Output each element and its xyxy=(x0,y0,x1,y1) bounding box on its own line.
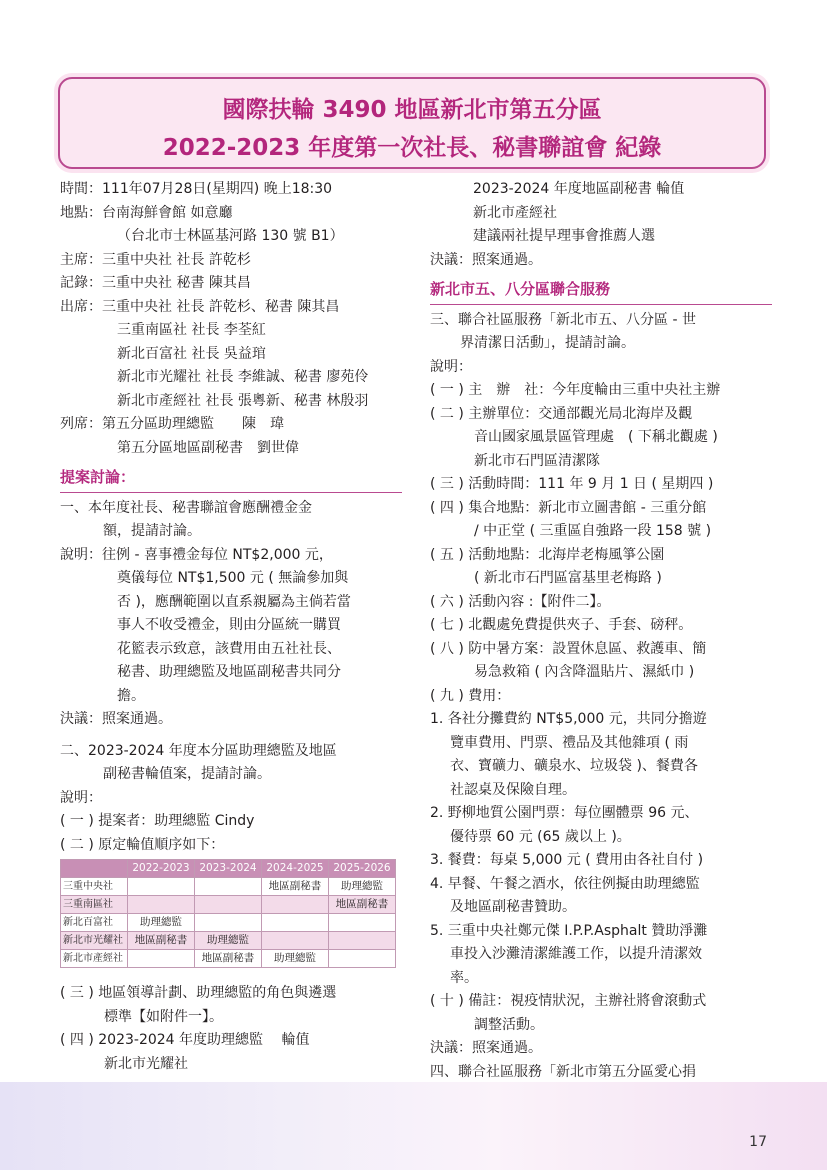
section-proposal-discussion: 提案討論： xyxy=(60,466,402,493)
proposal-2-item-4: ( 四 ) 2023-2024 年度助理總監 輪值 xyxy=(60,1032,310,1048)
fee-item-cont: 率。 xyxy=(450,969,478,986)
section-joint-service: 新北市五、八分區聯合服務 xyxy=(430,278,772,305)
event-item-cont: 新北市石門區清潔隊 xyxy=(474,452,600,469)
table-cell xyxy=(128,878,195,896)
rotation-cont-line: 新北市產經社 xyxy=(473,204,557,221)
table-cell xyxy=(329,950,396,968)
table-cell xyxy=(195,914,262,932)
table-header-cell: 2022-2023 xyxy=(128,860,195,878)
table-header-cell: 2025-2026 xyxy=(329,860,396,878)
attendee-line: 三重南區社 社長 李荃紅 xyxy=(117,322,266,338)
remark-item-cont: 調整活動。 xyxy=(474,1016,544,1033)
proposal-1-explanation: 說明：往例 - 喜事禮金每位 NT$2,000 元， xyxy=(60,546,333,563)
fee-item: 1. 各社分攤費約 NT$5,000 元，共同分擔遊 xyxy=(430,711,707,727)
observer-line: 第五分區地區副秘書 劉世偉 xyxy=(117,439,299,456)
proposal-2-item-1: ( 一 ) 提案者：助理總監 Cindy xyxy=(60,813,255,829)
table-cell xyxy=(128,950,195,968)
table-header-row xyxy=(61,860,396,878)
title-box xyxy=(58,77,766,169)
attendee-line: 新北市產經社 社長 張粵新、秘書 林殷羽 xyxy=(117,392,369,409)
table-cell: 新北市光耀社 xyxy=(61,932,128,950)
meeting-time: 時間：111年07月28日(星期四) 晚上18:30 xyxy=(60,181,333,197)
attendees: 出席：三重中央社 社長 許乾杉、秘書 陳其昌 xyxy=(60,298,340,315)
table-cell: 三重南區社 xyxy=(61,896,128,914)
table-cell: 助理總監 xyxy=(195,932,262,950)
event-item-cont: ( 新北市石門區富基里老梅路 ) xyxy=(474,570,662,586)
proposal-2-title-cont: 副秘書輪值案，提請討論。 xyxy=(103,766,271,782)
table-cell: 地區副秘書 xyxy=(262,878,329,896)
fee-item: 3. 餐費：每桌 5,000 元 ( 費用由各社自付 ) xyxy=(430,852,704,868)
table-row xyxy=(61,896,396,914)
chair: 主席：三重中央社 社長 許乾杉 xyxy=(60,251,251,268)
table-cell: 地區副秘書 xyxy=(195,950,262,968)
table-header-cell xyxy=(61,860,128,878)
table-cell: 三重中央社 xyxy=(61,878,128,896)
rotation-cont-line: 建議兩社提早理事會推薦人選 xyxy=(473,228,655,244)
table-cell: 助理總監 xyxy=(128,914,195,932)
proposal-4-title: 四、聯合社區服務「新北市第五分區愛心捐 xyxy=(430,1063,696,1080)
meeting-place: 地點：台南海鮮會館 如意廳 xyxy=(60,204,233,221)
fee-item-cont: 車投入沙灘清潔維護工作，以提升清潔效 xyxy=(450,946,702,962)
event-item-cont: / 中正堂 ( 三重區自強路一段 158 號 ) xyxy=(474,523,712,539)
proposal-1-title-cont: 額，提請討論。 xyxy=(103,523,201,539)
table-cell: 地區副秘書 xyxy=(128,932,195,950)
proposal-3-explanation: 說明： xyxy=(430,358,472,375)
table-cell xyxy=(262,914,329,932)
event-item: ( 七 ) 北觀處免費提供夾子、手套、磅秤。 xyxy=(430,617,693,633)
title-line-1: 國際扶輪 3490 地區新北市第五分區 xyxy=(222,97,602,123)
attendee-line: 新北市光耀社 社長 李維誠、秘書 廖苑伶 xyxy=(117,369,369,385)
proposal-2-title: 二、2023-2024 年度本分區助理總監及地區 xyxy=(60,742,337,759)
resolution: 決議：照案通過。 xyxy=(430,1040,542,1056)
title-line-2: 2022-2023 年度第一次社長、秘書聯誼會 紀錄 xyxy=(162,135,662,161)
table-header-cell: 2024-2025 xyxy=(262,860,329,878)
event-item: ( 九 ) 費用： xyxy=(430,687,511,704)
explanation-line: 奠儀每位 NT$1,500 元 ( 無論參加與 xyxy=(117,570,349,586)
attendee-line: 新北百富社 社長 吳益琯 xyxy=(117,345,266,362)
table-cell: 助理總監 xyxy=(262,950,329,968)
rotation-cont-line: 2023-2024 年度地區副秘書 輪值 xyxy=(473,181,685,197)
rotation-table xyxy=(60,859,396,968)
left-column xyxy=(60,178,402,1076)
proposal-2-explanation: 說明： xyxy=(60,789,102,806)
explanation-line: 花籃表示致意，該費用由五社社長、 xyxy=(117,640,341,657)
table-cell xyxy=(262,896,329,914)
resolution: 決議：照案通過。 xyxy=(60,711,172,727)
event-item: ( 一 ) 主 辦 社：今年度輪由三重中央社主辦 xyxy=(430,382,721,398)
table-cell: 新北市產經社 xyxy=(61,950,128,968)
table-row xyxy=(61,932,396,950)
event-item-cont: 易急救箱 ( 內含降溫貼片、濕紙巾 ) xyxy=(474,664,695,680)
event-item: ( 六 ) 活動內容 :【附件二】。 xyxy=(430,593,611,610)
event-item: ( 五 ) 活動地點：北海岸老梅風箏公園 xyxy=(430,546,665,563)
recorder: 記錄：三重中央社 秘書 陳其昌 xyxy=(60,275,251,291)
event-item: ( 二 ) 主辦單位：交通部觀光局北海岸及觀 xyxy=(430,405,693,422)
footer-band xyxy=(0,1082,827,1170)
table-row xyxy=(61,950,396,968)
proposal-2-item-3: ( 三 ) 地區領導計劃、助理總監的角色與遴選 xyxy=(60,985,337,1001)
resolution: 決議：照案通過。 xyxy=(430,251,542,268)
fee-item-cont: 覽車費用、門票、禮品及其他雜項 ( 雨 xyxy=(450,734,689,751)
explanation-line: 秘書、助理總監及地區副秘書共同分 xyxy=(117,664,341,680)
fee-item: 4. 早餐、午餐之酒水，依往例擬由助理總監 xyxy=(430,875,700,892)
table-cell: 新北百富社 xyxy=(61,914,128,932)
table-row xyxy=(61,914,396,932)
fee-item-cont: 及地區副秘書贊助。 xyxy=(450,899,576,915)
proposal-3-title: 三、聯合社區服務「新北市五、八分區 - 世 xyxy=(430,311,696,328)
table-cell: 助理總監 xyxy=(329,878,396,896)
meeting-address: （台北市士林區基河路 130 號 B1） xyxy=(117,228,344,244)
fee-item-cont: 優待票 60 元 (65 歲以上 )。 xyxy=(450,828,631,845)
table-cell xyxy=(195,878,262,896)
proposal-2-item-4-cont: 新北市光耀社 xyxy=(104,1055,188,1072)
explanation-line: 否 )，應酬範圍以直系親屬為主倘若當 xyxy=(117,593,351,610)
table-cell xyxy=(128,896,195,914)
proposal-2-item-3-cont: 標準【如附件一】。 xyxy=(104,1008,223,1025)
table-cell xyxy=(262,932,329,950)
fee-item-cont: 衣、寶礦力、礦泉水、垃圾袋 )、餐費各 xyxy=(450,758,698,774)
observers: 列席：第五分區助理總監 陳 瑋 xyxy=(60,416,284,432)
table-header-cell: 2023-2024 xyxy=(195,860,262,878)
proposal-2-item-2: ( 二 ) 原定輪值順序如下： xyxy=(60,836,225,853)
proposal-1-title: 一、本年度社長、秘書聯誼會應酬禮金金 xyxy=(60,499,312,516)
page-number: 17 xyxy=(749,1134,767,1150)
event-item-cont: 音山國家風景區管理處 ( 下稱北觀處 ) xyxy=(474,429,718,445)
event-item: ( 八 ) 防中暑方案：設置休息區、救護車、簡 xyxy=(430,640,707,657)
table-cell xyxy=(329,914,396,932)
table-cell: 地區副秘書 xyxy=(329,896,396,914)
table-cell xyxy=(195,896,262,914)
event-item: ( 三 ) 活動時間：111 年 9 月 1 日 ( 星期四 ) xyxy=(430,476,714,492)
event-item: ( 四 ) 集合地點：新北市立圖書館 - 三重分館 xyxy=(430,499,707,516)
explanation-line: 事人不收受禮金，則由分區統一購買 xyxy=(117,617,341,633)
right-column xyxy=(430,178,772,1084)
fee-item: 5. 三重中央社鄭元傑 I.P.P.Asphalt 贊助淨灘 xyxy=(430,922,708,939)
fee-item: 2. 野柳地質公園門票：每位團體票 96 元、 xyxy=(430,805,699,821)
proposal-3-title-cont: 界清潔日活動」，提請討論。 xyxy=(460,335,635,351)
explanation-line: 擔。 xyxy=(117,687,145,704)
fee-item-cont: 社認桌及保險自理。 xyxy=(450,781,576,798)
table-row xyxy=(61,878,396,896)
table-cell xyxy=(329,932,396,950)
remark-item: ( 十 ) 備註：視疫情狀況，主辦社將會滾動式 xyxy=(430,993,707,1009)
